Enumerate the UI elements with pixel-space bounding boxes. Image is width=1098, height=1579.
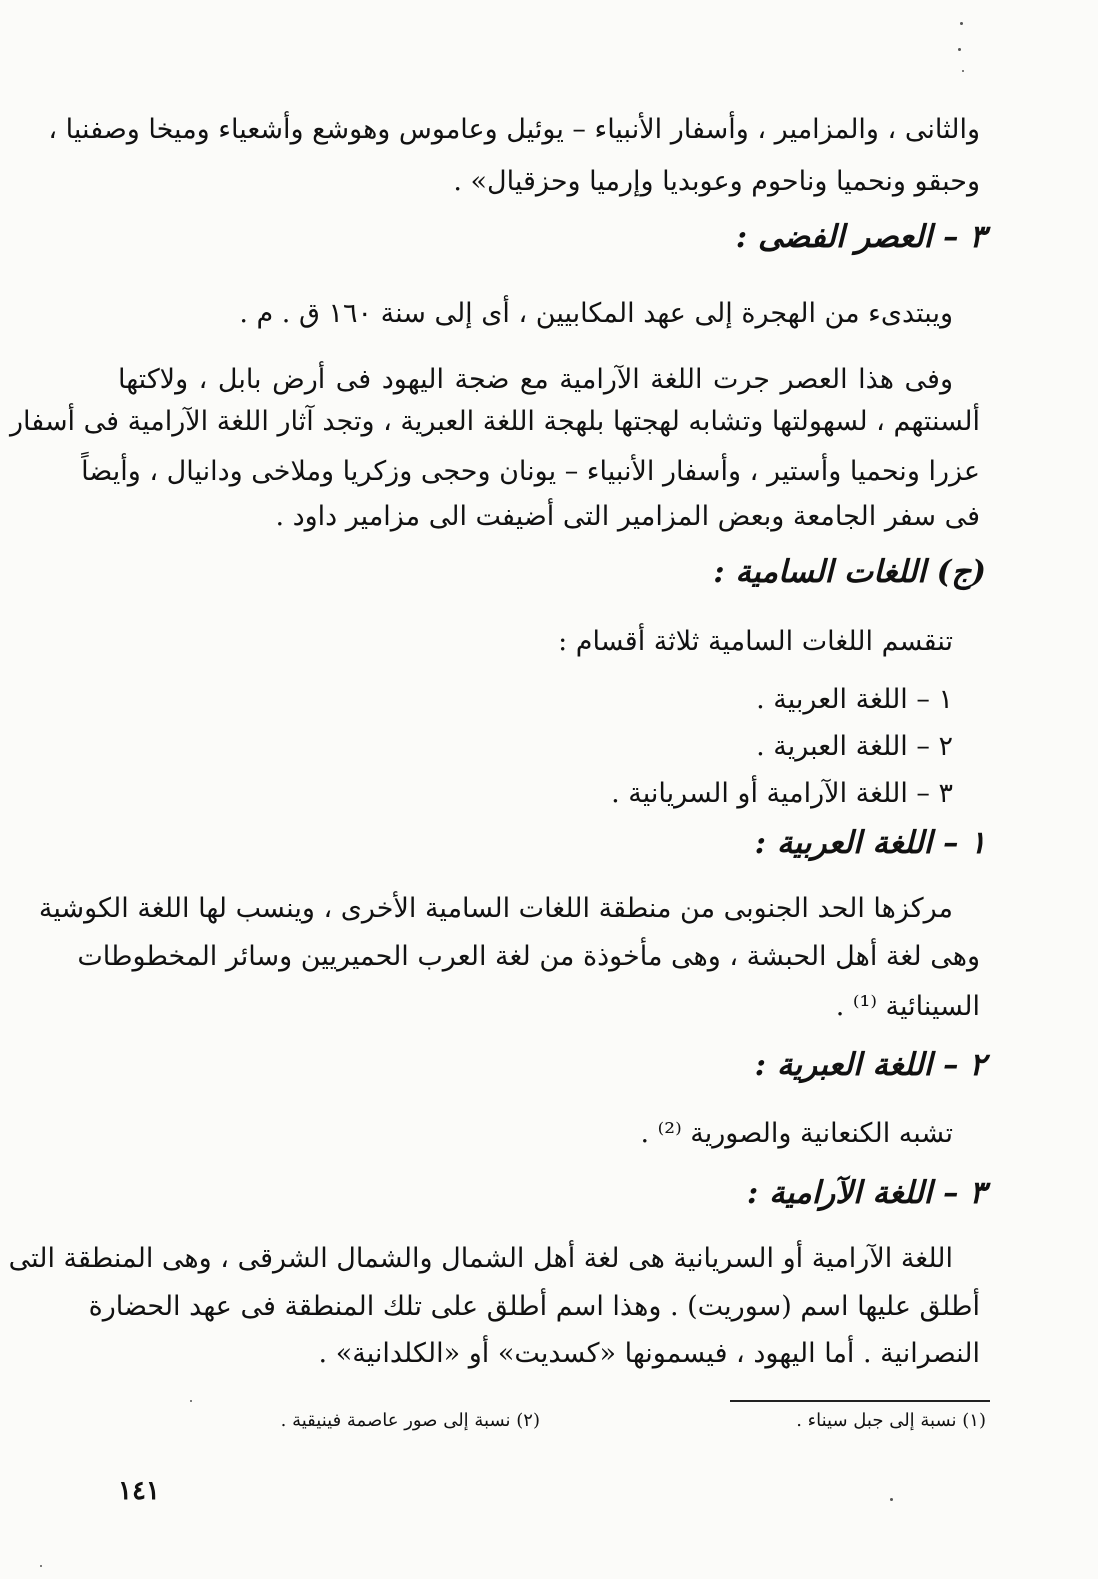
body-line: وحبقو ونحميا وناحوم وعوبديا وإرميا وحزقيال» . [453,166,980,197]
body-line: اللغة الآرامية أو السريانية هى لغة أهل الشمال والشمال الشرقى ، وهى المنطقة التى [8,1243,953,1274]
list-item: ٣ – اللغة الآرامية أو السريانية . [611,778,953,809]
list-item: ١ – اللغة العربية . [756,684,953,715]
page-number: ١٤١ [118,1476,160,1506]
body-line: تنقسم اللغات السامية ثلاثة أقسام : [558,626,953,657]
body-line: وفى هذا العصر جرت اللغة الآرامية مع ضجة اليهود فى أرض بابل ، ولاكتها [118,364,953,395]
body-line: والثانى ، والمزامير ، وأسفار الأنبياء – يوئيل وعاموس وهوشع وأشعياء وميخا وصفنيا ، [48,114,980,145]
body-line: تشبه الكنعانية والصورية ⁽²⁾ . [640,1118,953,1149]
footnote: (٢) نسبة إلى صور عاصمة فينيقية . [280,1410,540,1431]
section-heading: ١ – اللغة العربية : [754,825,986,861]
section-heading: (ج) اللغات السامية : [713,554,986,590]
body-line: السينائية ⁽¹⁾ . [835,991,980,1022]
body-line: وهى لغة أهل الحبشة ، وهى مأخوذة من لغة العرب الحميريين وسائر المخطوطات [77,941,980,972]
body-line: النصرانية . أما اليهود ، فيسمونها «كسديت» أو «الكلدانية» . [318,1338,980,1369]
footnote: (١) نسبة إلى جبل سيناء . [796,1410,986,1431]
body-line: ويبتدىء من الهجرة إلى عهد المكابيين ، أى إلى سنة ١٦٠ ق . م . [239,298,953,329]
footnote-separator [730,1400,990,1402]
scan-speck [962,70,964,72]
body-line: عزرا ونحميا وأستير ، وأسفار الأنبياء – يونان وحجى وزكريا وملاخى ودانيال ، وأيضاً [81,456,980,487]
scan-speck [958,48,961,51]
body-line: ألسنتهم ، لسهولتها وتشابه لهجتها بلهجة اللغة العبرية ، وتجد آثار اللغة الآرامية فى أسفار [10,406,980,437]
body-line: فى سفر الجامعة وبعض المزامير التى أضيفت الى مزامير داود . [275,501,980,532]
section-heading: ٢ – اللغة العبرية : [754,1047,986,1083]
section-heading: ٣ – العصر الفضى : [735,219,986,255]
section-heading: ٣ – اللغة الآرامية : [746,1175,986,1211]
scan-speck [960,22,963,25]
scan-speck [890,1498,893,1501]
scan-speck [190,1400,192,1402]
body-line: أطلق عليها اسم (سوريت) . وهذا اسم أطلق على تلك المنطقة فى عهد الحضارة [88,1291,980,1322]
list-item: ٢ – اللغة العبرية . [756,731,953,762]
scan-speck [40,1565,42,1567]
body-line: مركزها الحد الجنوبى من منطقة اللغات السامية الأخرى ، وينسب لها اللغة الكوشية [38,893,953,924]
